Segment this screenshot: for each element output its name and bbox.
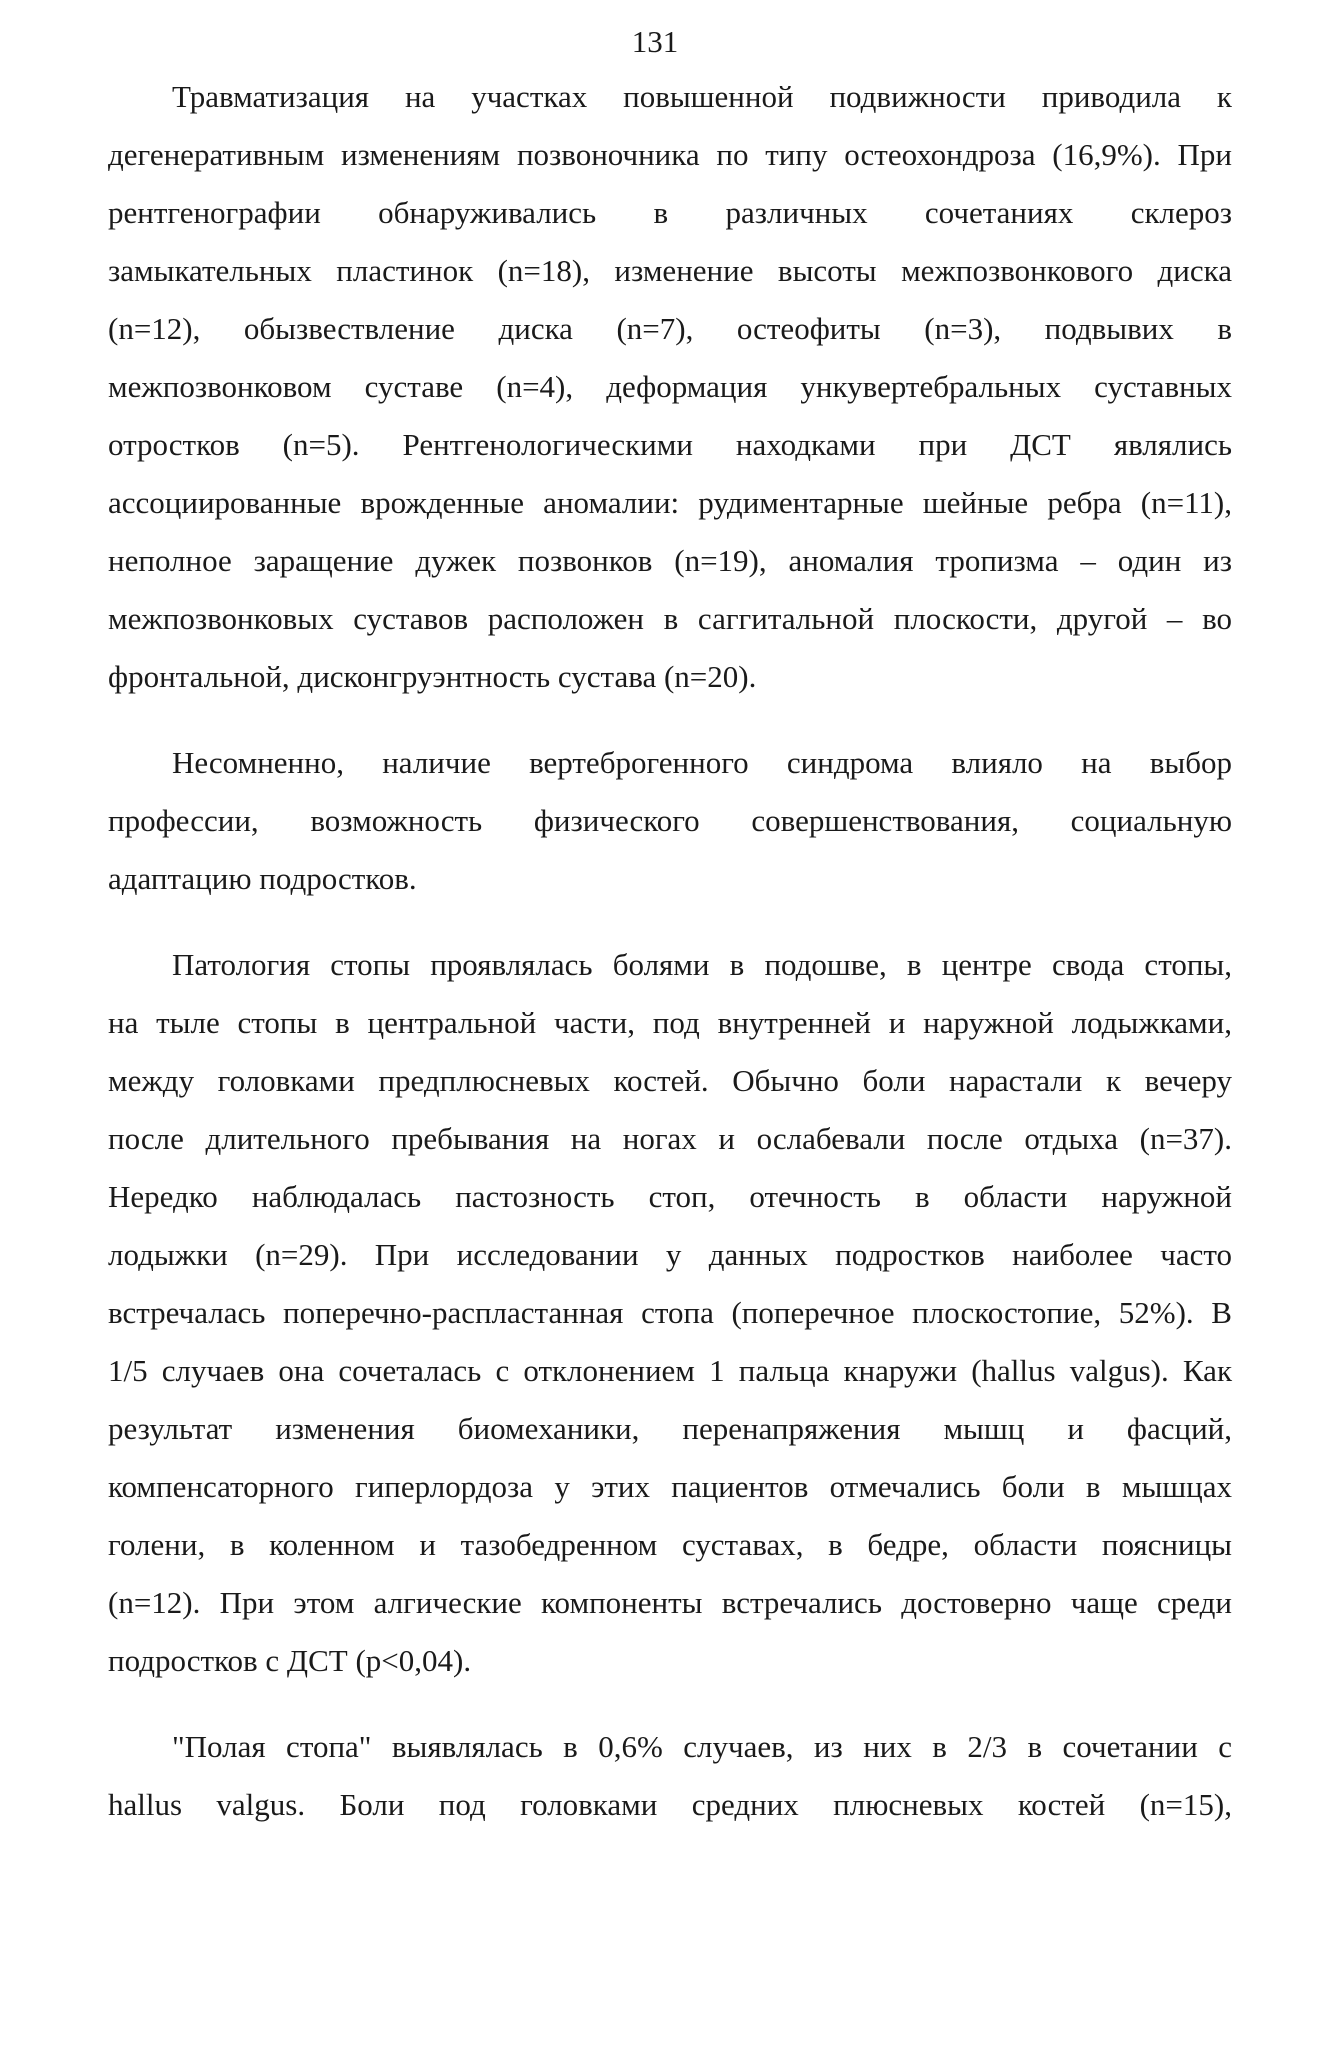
text-line: фронтальной, дисконгруэнтность сустава (n=20). bbox=[108, 659, 757, 694]
text-line: Несомненно, наличие вертеброгенного синдрома влияло на выбор bbox=[172, 745, 1232, 780]
text-line: неполное заращение дужек позвонков (n=19), аномалия тропизма – один из bbox=[108, 543, 1232, 578]
text-line: результат изменения биомеханики, перенапряжения мышц и фасций, bbox=[108, 1411, 1232, 1446]
paragraph bbox=[108, 1718, 1232, 1834]
text-line: (n=12). При этом алгические компоненты встречались достоверно чаще среди bbox=[108, 1585, 1232, 1620]
text-line: Нередко наблюдалась пастозность стоп, отечность в области наружной bbox=[108, 1179, 1232, 1214]
paragraph bbox=[108, 936, 1232, 1690]
text-line: отростков (n=5). Рентгенологическими находками при ДСТ являлись bbox=[108, 427, 1232, 462]
text-line: после длительного пребывания на ногах и ослабевали после отдыха (n=37). bbox=[108, 1121, 1232, 1156]
text-line: ассоциированные врожденные аномалии: рудиментарные шейные ребра (n=11), bbox=[108, 485, 1232, 520]
text-line: подростков с ДСТ (p<0,04). bbox=[108, 1643, 472, 1678]
text-line: голени, в коленном и тазобедренном суставах, в бедре, области поясницы bbox=[108, 1527, 1232, 1562]
text-line: дегенеративным изменениям позвоночника по типу остеохондроза (16,9%). При bbox=[108, 137, 1232, 172]
text-line: межпозвонковом суставе (n=4), деформация ункувертебральных суставных bbox=[108, 369, 1232, 404]
text-line: "Полая стопа" выявлялась в 0,6% случаев, из них в 2/3 в сочетании с bbox=[172, 1729, 1232, 1764]
paragraph bbox=[108, 734, 1232, 908]
text-line: межпозвонковых суставов расположен в саггитальной плоскости, другой – во bbox=[108, 601, 1232, 636]
text-line: замыкательных пластинок (n=18), изменение высоты межпозвонкового диска bbox=[108, 253, 1232, 288]
body-text bbox=[108, 68, 1232, 1834]
text-line: между головками предплюсневых костей. Обычно боли нарастали к вечеру bbox=[108, 1063, 1232, 1098]
text-line: профессии, возможность физического совершенствования, социальную bbox=[108, 803, 1232, 838]
text-line: на тыле стопы в центральной части, под внутренней и наружной лодыжками, bbox=[108, 1005, 1232, 1040]
text-line: встречалась поперечно-распластанная стопа (поперечное плоскостопие, 52%). В bbox=[108, 1295, 1232, 1330]
page-number: 131 bbox=[631, 24, 679, 59]
text-line: компенсаторного гиперлордоза у этих пациентов отмечались боли в мышцах bbox=[108, 1469, 1232, 1504]
text-line: (n=12), обызвествление диска (n=7), остеофиты (n=3), подвывих в bbox=[108, 311, 1232, 346]
text-line: 1/5 случаев она сочеталась с отклонением 1 пальца кнаружи (hallus valgus). Как bbox=[108, 1353, 1232, 1388]
text-line: лодыжки (n=29). При исследовании у данных подростков наиболее часто bbox=[108, 1237, 1232, 1272]
text-line: Патология стопы проявлялась болями в подошве, в центре свода стопы, bbox=[172, 947, 1232, 982]
text-line: рентгенографии обнаруживались в различных сочетаниях склероз bbox=[108, 195, 1232, 230]
paragraph bbox=[108, 68, 1232, 706]
text-line: Травматизация на участках повышенной подвижности приводила к bbox=[172, 79, 1232, 114]
text-line: адаптацию подростков. bbox=[108, 861, 417, 896]
text-line: hallus valgus. Боли под головками средних плюсневых костей (n=15), bbox=[108, 1787, 1232, 1822]
